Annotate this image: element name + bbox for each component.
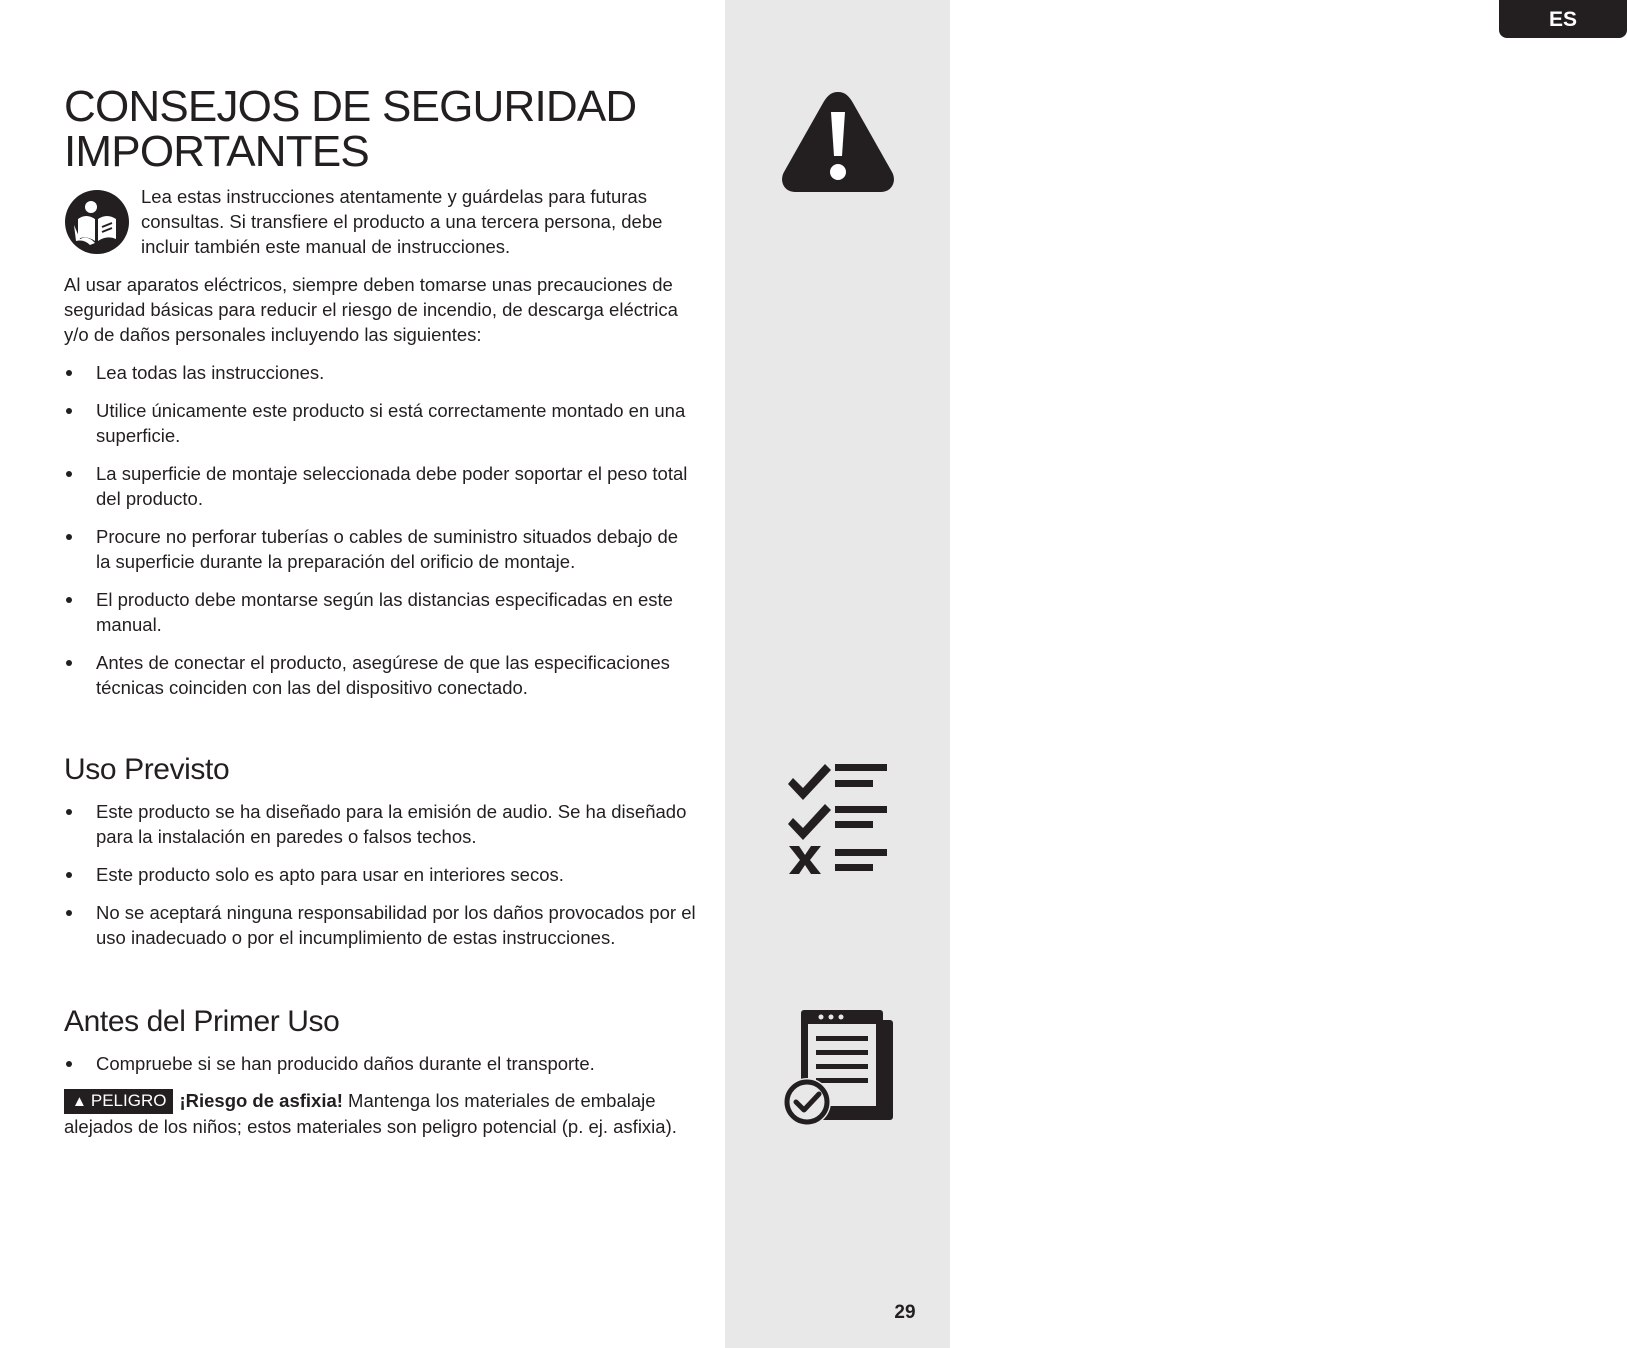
danger-badge-label: PELIGRO bbox=[90, 1091, 167, 1110]
danger-notice bbox=[64, 1088, 696, 1139]
first-use-heading: Antes del Primer Uso bbox=[64, 1005, 340, 1038]
list-item: Antes de conectar el producto, asegúrese de que las especificaciones técnicas coinciden con las del dispositivo conectado. bbox=[64, 650, 696, 700]
intended-use-list bbox=[64, 799, 696, 963]
list-item: Utilice únicamente este producto si está correctamente montado en una superficie. bbox=[64, 398, 696, 448]
checklist-icon bbox=[785, 760, 895, 878]
list-item: Procure no perforar tuberías o cables de suministro situados debajo de la superficie durante la preparación del orificio de montaje. bbox=[64, 524, 696, 574]
intro-text: Lea estas instrucciones atentamente y guárdelas para futuras consultas. Si transfiere el producto a una tercera persona, debe incluir también este manual de instrucciones. bbox=[141, 186, 663, 257]
sidebar bbox=[725, 0, 1577, 1348]
read-manual-icon bbox=[64, 189, 130, 255]
list-item: La superficie de montaje seleccionada debe poder soportar el peso total del producto. bbox=[64, 461, 696, 511]
warning-icon: ▲ bbox=[72, 1093, 87, 1110]
safety-paragraph: Al usar aparatos eléctricos, siempre deben tomarse unas precauciones de seguridad básicas para reducir el riesgo de incendio, de descarga eléctrica y/o de daños personales incluyendo las siguientes: bbox=[64, 274, 678, 345]
list-item: Lea todas las instrucciones. bbox=[64, 360, 696, 385]
list-item: Este producto se ha diseñado para la emisión de audio. Se ha diseñado para la instalación en paredes o falsos techos. bbox=[64, 799, 696, 849]
warning-triangle-icon bbox=[779, 88, 897, 196]
list-item: No se aceptará ninguna responsabilidad por los daños provocados por el uso inadecuado o por el incumplimiento de estas instrucciones. bbox=[64, 900, 696, 950]
document-check-icon bbox=[781, 1008, 897, 1130]
list-item: Este producto solo es apto para usar en interiores secos. bbox=[64, 862, 696, 887]
list-item: Compruebe si se han producido daños durante el transporte. bbox=[64, 1051, 696, 1076]
language-tab: ES bbox=[1499, 0, 1627, 38]
first-use-list bbox=[64, 1051, 696, 1089]
page-title bbox=[64, 84, 704, 174]
page-number: 29 bbox=[894, 1302, 916, 1323]
page-title-line2: IMPORTANTES bbox=[64, 127, 369, 176]
danger-text: Mantenga los materiales de embalaje alejados de los niños; estos materiales son peligro potencial (p. ej. asfixia). bbox=[64, 1090, 677, 1137]
danger-badge bbox=[64, 1089, 173, 1114]
intended-use-heading: Uso Previsto bbox=[64, 753, 230, 786]
safety-list bbox=[64, 360, 696, 713]
page-title-line1: CONSEJOS DE SEGURIDAD bbox=[64, 82, 637, 131]
danger-bold-text: ¡Riesgo de asfixia! bbox=[179, 1090, 343, 1111]
list-item: El producto debe montarse según las distancias especificadas en este manual. bbox=[64, 587, 696, 637]
